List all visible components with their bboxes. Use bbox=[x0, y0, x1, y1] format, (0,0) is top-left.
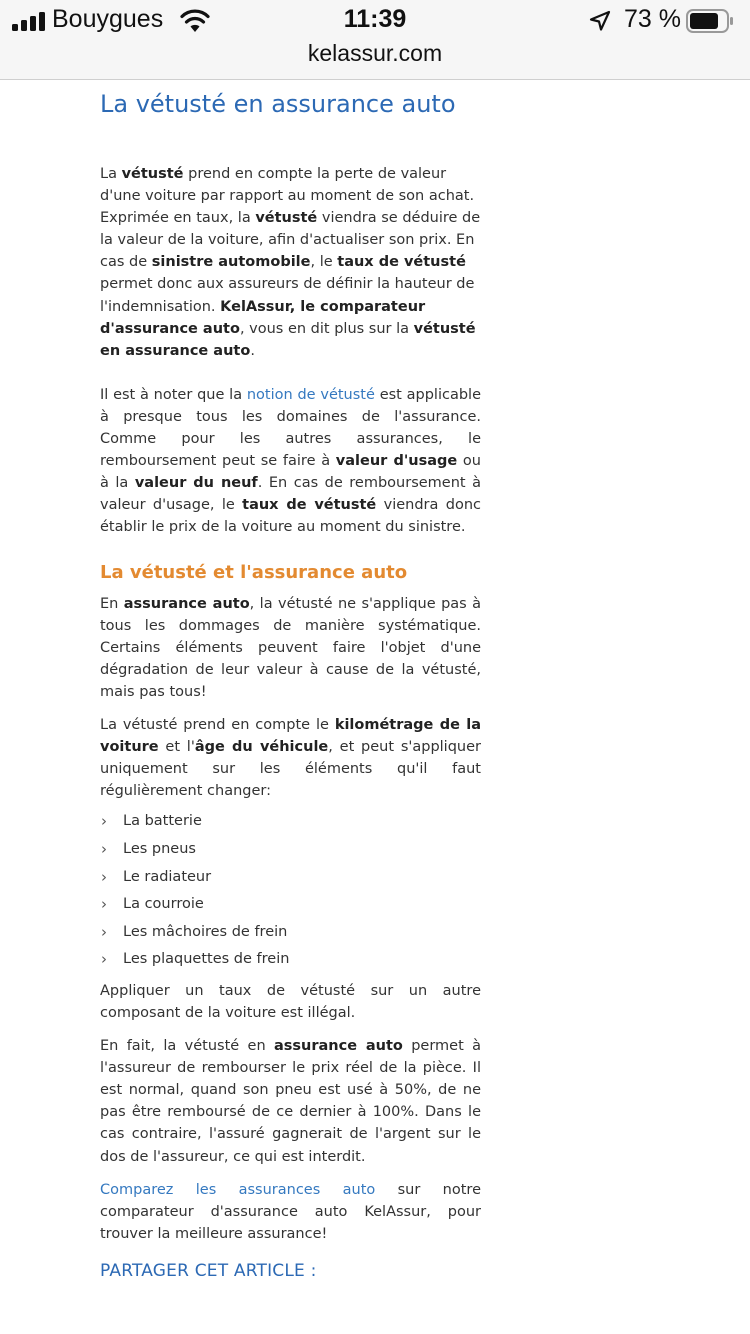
text-run: permet donc aux assureurs de définir la hauteur de l'indemnisation. bbox=[100, 276, 475, 315]
text-run: , vous en dit plus sur la bbox=[239, 320, 414, 337]
bold-text: KelAssur, le comparateur d'assurance auto bbox=[100, 298, 426, 337]
text-run: Il est à noter que la bbox=[100, 386, 247, 403]
text-run: et l' bbox=[158, 739, 195, 756]
text-run: La bbox=[100, 166, 122, 182]
article-title: La vétusté en assurance auto bbox=[100, 90, 456, 118]
text-run: En fait, la vétusté en bbox=[100, 1038, 274, 1055]
text-run: , la vétusté ne s'applique pas à tous les dommages de manière systématique. Certains éléments peuvent faire l'objet d'une dégradation de leur valeur à cause de la vétusté, mais pas tous! bbox=[100, 595, 482, 700]
section-paragraph-1 bbox=[100, 593, 481, 703]
section-paragraph-5 bbox=[100, 1179, 481, 1245]
chevron-right-icon: › bbox=[101, 950, 107, 969]
bold-text: assurance auto bbox=[273, 1038, 403, 1055]
list-item: › La courroie bbox=[100, 891, 481, 919]
replaceable-parts-list bbox=[100, 808, 481, 974]
bold-text: vétusté bbox=[121, 166, 184, 182]
bold-text: vétusté bbox=[255, 210, 318, 227]
text-run: viendra se déduire de la valeur de la voiture, afin d'actualiser son prix. En cas de bbox=[100, 210, 481, 271]
text-run: En bbox=[100, 595, 124, 612]
list-item: › Les pneus bbox=[100, 836, 481, 864]
intro-paragraph bbox=[100, 163, 481, 362]
text-run: . bbox=[250, 342, 255, 359]
section-paragraph-3 bbox=[100, 980, 481, 1024]
chevron-right-icon: › bbox=[101, 839, 107, 858]
list-item: › Les mâchoires de frein bbox=[100, 919, 481, 947]
article bbox=[100, 90, 481, 1282]
text-run: ou à la bbox=[100, 453, 481, 492]
text-run: sur notre comparateur d'assurance auto KelAssur, pour trouver la meilleure assurance! bbox=[100, 1181, 481, 1242]
text-link[interactable]: notion de vétusté bbox=[246, 386, 375, 403]
text-run: . En cas de remboursement à valeur d'usage, le bbox=[100, 475, 481, 514]
bold-text: assurance auto bbox=[123, 595, 250, 612]
text-run: Appliquer un taux de vétusté sur un autre composant de la voiture est illégal. bbox=[100, 982, 481, 1021]
battery-icon bbox=[686, 9, 734, 33]
text-run: permet à l'assureur de rembourser le prix réel de la pièce. Il est normal, quand son pneu est usé à 50%, de ne pas être remboursé de ce dernier à 100%. Dans le cas contraire, l'assuré gagnerait de l'argent sur le dos de l'assureur, ce qui est interdit. bbox=[100, 1038, 481, 1165]
bold-text: taux de vétusté bbox=[242, 497, 377, 514]
bold-text: vétusté en assurance auto bbox=[100, 320, 476, 359]
bold-text: valeur d'usage bbox=[335, 453, 458, 470]
bold-text: âge du véhicule bbox=[194, 739, 329, 756]
chevron-right-icon: › bbox=[101, 922, 107, 941]
bold-text: taux de vétusté bbox=[337, 254, 466, 271]
share-article-heading: PARTAGER CET ARTICLE : bbox=[100, 1260, 317, 1281]
chevron-right-icon: › bbox=[101, 812, 107, 831]
chevron-right-icon: › bbox=[101, 895, 107, 914]
section-paragraph-2 bbox=[100, 714, 481, 802]
text-run: , et peut s'appliquer uniquement sur les éléments qu'il faut régulièrement changer: bbox=[100, 739, 481, 800]
clock: 11:39 bbox=[343, 5, 407, 33]
location-arrow-icon bbox=[588, 9, 612, 33]
text-run: , le bbox=[310, 254, 338, 271]
list-item: › Le radiateur bbox=[100, 864, 481, 892]
carrier-name: Bouygues bbox=[52, 5, 164, 33]
text-run: La vétusté prend en compte le bbox=[100, 716, 335, 733]
chevron-right-icon: › bbox=[101, 867, 107, 886]
text-run: est applicable à presque tous les domaines de l'assurance. Comme pour les autres assurances, le remboursement peut se faire à bbox=[100, 386, 481, 470]
bold-text: sinistre automobile bbox=[151, 254, 311, 271]
address-bar-url[interactable]: kelassur.com bbox=[307, 40, 443, 66]
section-title: La vétusté et l'assurance auto bbox=[100, 561, 408, 583]
status-bar bbox=[0, 0, 750, 80]
note-paragraph bbox=[100, 384, 481, 539]
bold-text: valeur du neuf bbox=[134, 475, 258, 492]
section-paragraph-4 bbox=[100, 1035, 481, 1168]
list-item: › Les plaquettes de frein bbox=[100, 946, 481, 974]
text-run: prend en compte la perte de valeur d'une voiture par rapport au moment de son achat. Exprimée en taux, la bbox=[100, 166, 475, 227]
list-item: › La batterie bbox=[100, 808, 481, 836]
battery-percent: 73 % bbox=[624, 5, 681, 33]
text-link[interactable]: Comparez les assurances auto bbox=[100, 1181, 376, 1198]
bold-text: kilométrage de la voiture bbox=[100, 716, 481, 756]
text-run: viendra donc établir le prix de la voiture au moment du sinistre. bbox=[100, 497, 481, 536]
